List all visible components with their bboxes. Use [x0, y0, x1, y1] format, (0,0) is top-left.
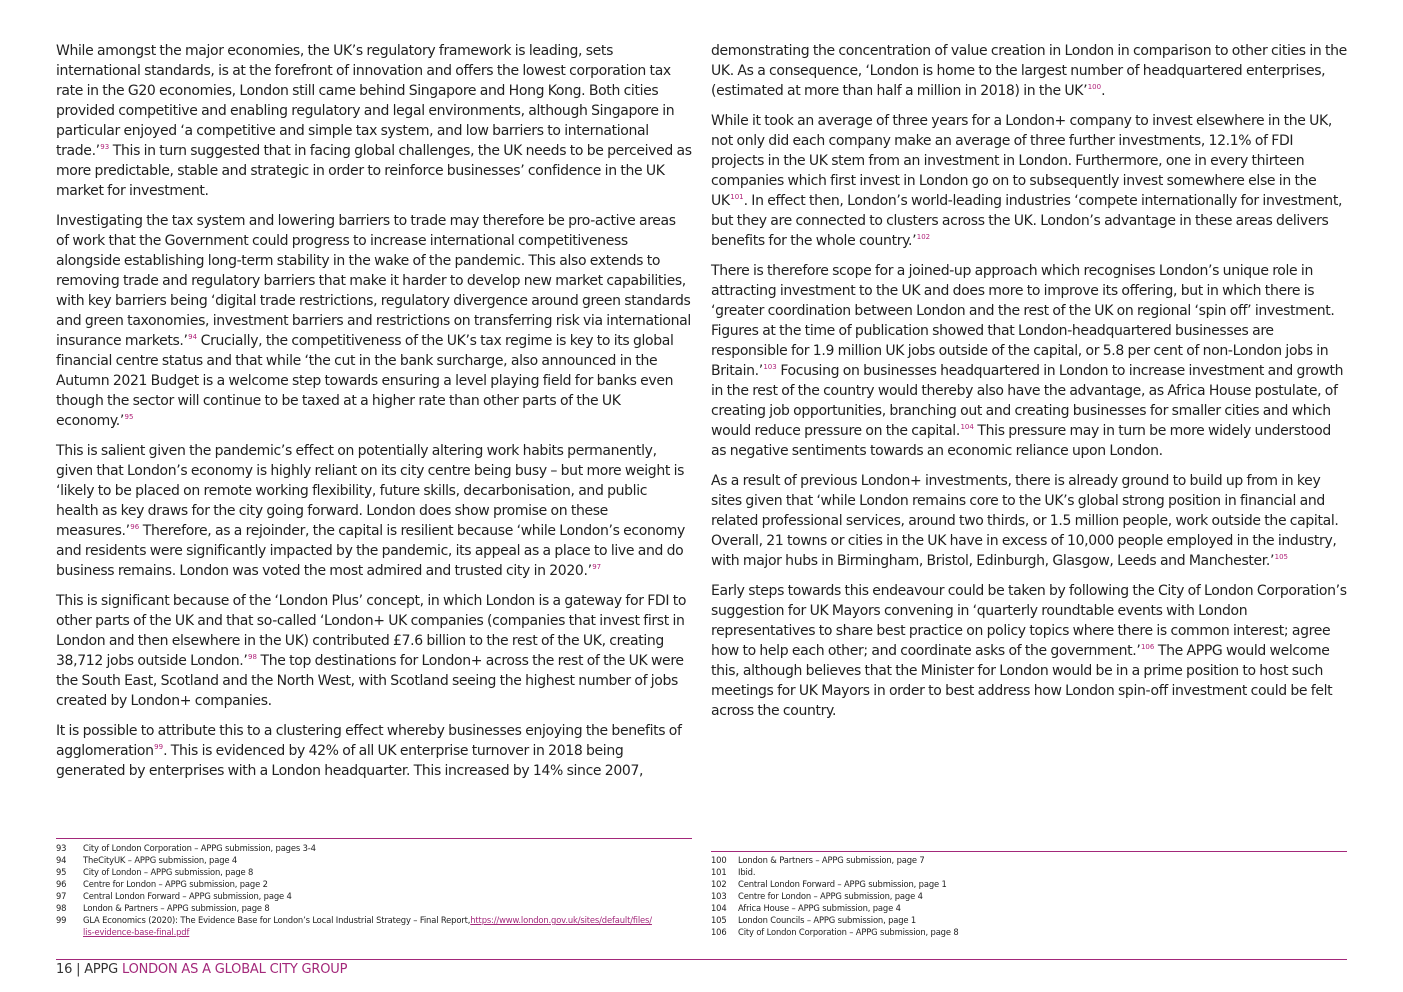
paragraph-text: The top destinations for London+ across the rest of the UK were the South East, Scotland and the North West, with Scotland seeing the highest number of jobs created by London+ companies.: [56, 653, 684, 709]
footnote-item: [711, 902, 1351, 914]
footnote-number: 102: [711, 879, 727, 889]
paragraph-text: As a result of previous London+ investments, there is already ground to build up from in key sites given that ‘while London remains core to the UK’s global strong position in financial and related professional services, around two thirds, or 1.5 million people, work outside the capital. Overall, 21 towns or cities in the UK have in excess of 10,000 people employed in the industry, with major hubs in Birmingham, Bristol, Edinburgh, Glasgow, Leeds and Manchester.’: [711, 473, 1339, 569]
footnote-number: 96: [56, 879, 67, 889]
footnote-item: [56, 890, 696, 902]
paragraph: [56, 41, 692, 201]
footnote-number: 93: [56, 843, 67, 853]
footnote-number: 100: [711, 855, 727, 865]
footer-org: APPG: [84, 962, 122, 977]
paragraph: [711, 471, 1349, 571]
paragraph: [711, 581, 1349, 721]
paragraph: [711, 111, 1349, 251]
footnote-ref[interactable]: 102: [916, 233, 931, 241]
page-number: 16: [56, 962, 73, 977]
footnote-item: [711, 854, 1351, 866]
paragraph-text: Focusing on businesses headquartered in London to increase investment and growth in the rest of the country would thereby also have the advantage, as Africa House postulate, of creating job opportunities, branching out and creating businesses for smaller cities and which would reduce pressure on the capital.: [711, 363, 1344, 439]
footnote-item: [56, 854, 696, 866]
paragraph-text: Investigating the tax system and lowering barriers to trade may therefore be pro-active areas of work that the Government could progress to increase international competitiveness alongside establishing long-term stability in the wake of the pandemic. This also extends to removing trade and regulatory barriers that make it harder to develop new market capabilities, with key barriers being ‘digital trade restrictions, regulatory divergence around green standards and green taxonomies, investment barriers and restrictions on transferring risk via international insurance markets.’: [56, 213, 691, 349]
footnote-item: [711, 890, 1351, 902]
paragraph-text: .: [1101, 83, 1106, 99]
paragraph-text: There is therefore scope for a joined-up approach which recognises London’s unique role in attracting investment to the UK and does more to improve its offering, but in which there is ‘greater coordination between London and the rest of the UK on regional ‘spin off’ investment. Figures at the time of publication showed that London-headquartered businesses are responsible for 1.9 million UK jobs outside of the capital, or 5.8 per cent of non-London jobs in Britain.’: [711, 263, 1335, 379]
paragraph-text: This is salient given the pandemic’s effect on potentially altering work habits permanently, given that London’s economy is highly reliant on its city centre being busy – but more weight is ‘likely to be placed on remote working flexibility, future skills, decarbonisation, and public health as key draws for the city going forward. London does show promise on these measures.’: [56, 443, 685, 539]
footnote-item: [56, 842, 696, 854]
paragraph-text: demonstrating the concentration of value creation in London in comparison to other cities in the UK. As a consequence, ‘London is home to the largest number of headquartered enterprises, (estimated at more than half a million in 2018) in the UK’: [711, 43, 1347, 99]
footnote-ref[interactable]: 106: [1140, 643, 1155, 651]
footnote-ref[interactable]: 96: [130, 523, 140, 531]
paragraph-text: . In effect then, London’s world-leading industries ‘compete internationally for investment, but they are connected to clusters across the UK. London’s advantage in these areas delivers benefits for the whole country.’: [711, 193, 1343, 249]
footnote-ref[interactable]: 101: [730, 193, 744, 201]
footnote-rule-left: [56, 838, 692, 839]
footnote-ref[interactable]: 95: [124, 413, 134, 421]
paragraph: [56, 591, 692, 711]
footnote-text: Centre for London – APPG submission, page 4: [738, 891, 923, 901]
paragraph: [56, 441, 692, 581]
footnote-text: City of London Corporation – APPG submission, pages 3-4: [83, 843, 316, 853]
footnote-number: 103: [711, 891, 727, 901]
footnote-text: Ibid.: [738, 867, 756, 877]
paragraph-text: . This is evidenced by 42% of all UK enterprise turnover in 2018 being generated by enterprises with a London headquarter. This increased by 14% since 2007,: [56, 743, 644, 779]
paragraph-text: While amongst the major economies, the UK’s regulatory framework is leading, sets international standards, is at the forefront of innovation and offers the lowest corporation tax rate in the G20 economies, London still came behind Singapore and Hong Kong. Both cities provided competitive and enabling regulatory and legal environments, although Singapore in particular enjoyed ‘a competitive and simple tax system, and low barriers to international trade.’: [56, 43, 675, 159]
footnotes-right: [711, 854, 1351, 938]
footnote-text: London & Partners – APPG submission, page 7: [738, 855, 925, 865]
footnote-text: Africa House – APPG submission, page 4: [738, 903, 901, 913]
footnote-ref[interactable]: 103: [763, 363, 777, 371]
footer-separator: |: [72, 962, 85, 977]
footnote-item: [711, 866, 1351, 878]
footnote-link-continued: [83, 926, 696, 938]
footnote-text: Central London Forward – APPG submission, page 1: [738, 879, 947, 889]
footnote-link[interactable]: lis-evidence-base-final.pdf: [83, 927, 190, 937]
footnote-number: 94: [56, 855, 67, 865]
footnote-text: GLA Economics (2020): The Evidence Base for London’s Local Industrial Strategy – Final Report,: [83, 915, 471, 925]
paragraph: [711, 41, 1349, 101]
footnote-item: [711, 926, 1351, 938]
paragraph-text: While it took an average of three years for a London+ company to invest elsewhere in the UK, not only did each company make an average of three further investments, 12.1% of FDI projects in the UK stem from an investment in London. Furthermore, one in every thirteen companies which first invest in London go on to subsequently invest somewhere else in the UK: [711, 113, 1332, 209]
footnotes-left: [56, 842, 696, 938]
footnote-ref[interactable]: 105: [1274, 553, 1288, 561]
paragraph-text: This pressure may in turn be more widely understood as negative sentiments towards an economic reliance upon London.: [711, 423, 1331, 459]
paragraph-text: The APPG would welcome this, although believes that the Minister for London would be in a prime position to host such meetings for UK Mayors in order to best address how London spin-off investment could be felt across the country.: [711, 643, 1333, 719]
footnote-ref[interactable]: 94: [188, 333, 198, 341]
footnote-ref[interactable]: 98: [248, 653, 257, 661]
paragraph: [711, 261, 1349, 461]
paragraph-text: It is possible to attribute this to a clustering effect whereby businesses enjoying the benefits of agglomeration: [56, 723, 682, 759]
footnote-text: City of London Corporation – APPG submission, page 8: [738, 927, 959, 937]
footnote-ref[interactable]: 97: [592, 563, 602, 571]
footnote-link[interactable]: https://www.london.gov.uk/sites/default/files/: [470, 915, 652, 925]
footnote-number: 105: [711, 915, 727, 925]
footnote-number: 104: [711, 903, 727, 913]
footnote-text: TheCityUK – APPG submission, page 4: [83, 855, 238, 865]
footnote-rule-right: [711, 851, 1347, 852]
footnote-ref[interactable]: 99: [154, 743, 164, 751]
footnote-ref[interactable]: 104: [960, 423, 974, 431]
footnote-number: 106: [711, 927, 727, 937]
footnote-ref[interactable]: 100: [1087, 83, 1102, 91]
footnote-text: Centre for London – APPG submission, page 2: [83, 879, 268, 889]
footnote-item: [56, 866, 696, 878]
paragraph-text: Early steps towards this endeavour could be taken by following the City of London Corporation’s suggestion for UK Mayors convening in ‘quarterly roundtable events with London representatives to share best practice on policy topics where there is common interest; agree how to help each other; and coordinate asks of the government.’: [711, 583, 1347, 659]
paragraph-text: Crucially, the competitiveness of the UK’s tax regime is key to its global financial centre status and that while ‘the cut in the bank surcharge, also announced in the Autumn 2021 Budget is a welcome step towards ensuring a level playing field for banks even though the sector will continue to be taxed at a higher rate than other parts of the UK economy.’: [56, 333, 674, 429]
footnote-number: 97: [56, 891, 67, 901]
paragraph: [56, 721, 692, 781]
footnote-item: [56, 914, 696, 926]
footnote-ref[interactable]: 93: [100, 143, 110, 151]
footnote-item: [56, 902, 696, 914]
page-footer: [56, 962, 347, 977]
left-column: [56, 41, 692, 791]
footnote-text: London Councils – APPG submission, page 1: [738, 915, 917, 925]
footnote-text: City of London – APPG submission, page 8: [83, 867, 254, 877]
footer-group-name: LONDON AS A GLOBAL CITY GROUP: [121, 962, 348, 977]
footnote-item: [711, 914, 1351, 926]
footnote-item: [56, 878, 696, 890]
paragraph-text: Therefore, as a rejoinder, the capital is resilient because ‘while London’s economy and residents were significantly impacted by the pandemic, its appeal as a place to live and do business remains. London was voted the most admired and trusted city in 2020.’: [56, 523, 685, 579]
footnote-number: 101: [711, 867, 727, 877]
footnote-number: 98: [56, 903, 67, 913]
footnote-number: 95: [56, 867, 67, 877]
paragraph-text: This is significant because of the ‘London Plus’ concept, in which London is a gateway for FDI to other parts of the UK and that so-called ‘London+ UK companies (companies that invest first in London and then elsewhere in the UK) contributed £7.6 billion to the rest of the UK, creating 38,712 jobs outside London.’: [56, 593, 687, 669]
right-column: [711, 41, 1349, 731]
paragraph-text: This in turn suggested that in facing global challenges, the UK needs to be perceived as more predictable, stable and strategic in order to reinforce businesses’ confidence in the UK market for investment.: [56, 143, 692, 199]
page-footer-rule: [56, 959, 1347, 960]
footnote-item: [711, 878, 1351, 890]
paragraph: [56, 211, 692, 431]
footnote-text: Central London Forward – APPG submission, page 4: [83, 891, 292, 901]
footnote-number: 99: [56, 915, 67, 925]
footnote-text: London & Partners – APPG submission, page 8: [83, 903, 270, 913]
